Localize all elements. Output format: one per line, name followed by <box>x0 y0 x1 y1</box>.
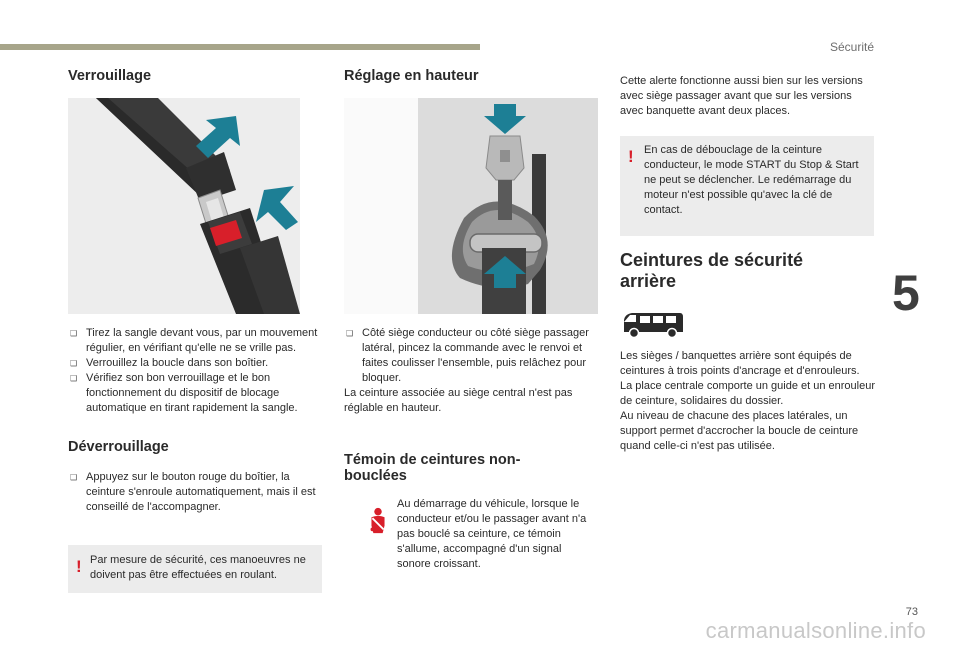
temoin-block <box>344 497 600 587</box>
alert-intro: Cette alerte fonctionne aussi bien sur les versions avec siège passager avant que sur les versions avec banquette avant deux places. <box>620 75 863 117</box>
reglage-steps <box>344 326 600 386</box>
deverrouillage-steps <box>68 470 324 515</box>
van-icon <box>620 310 686 340</box>
chapter-number: 5 <box>892 265 920 321</box>
seatbelt-buckle-icon <box>68 98 300 314</box>
reglage-note: La ceinture associée au siège central n'est pas réglable en hauteur. <box>344 387 573 414</box>
warning-icon: ! <box>76 557 82 576</box>
buckle-figure <box>68 98 300 314</box>
verrouillage-title: Verrouillage <box>68 68 152 84</box>
list-item: ❑ Verrouillez la boucle dans son boîtier. <box>68 356 324 371</box>
column-reglage <box>344 68 600 587</box>
seatbelt-warning-icon <box>364 507 392 535</box>
column-arriere <box>620 74 876 454</box>
watermark: carmanualsonline.info <box>705 618 926 643</box>
temoin-title: Témoin de ceintures non-bouclées <box>344 452 521 484</box>
deverrouillage-title: Déverrouillage <box>68 439 169 455</box>
reglage-title: Réglage en hauteur <box>344 68 479 84</box>
header-bar <box>0 44 480 50</box>
page-number: 73 <box>905 606 918 618</box>
verrouillage-steps <box>68 326 324 416</box>
arriere-text-2: La place centrale comporte un guide et un enrouleur de ceinture, solidaires du dossier. <box>620 380 876 407</box>
column-verrouillage <box>68 68 324 593</box>
safety-warning-text: Par mesure de sécurité, ces manoeuvres ne doivent pas être effectuées en roulant. <box>90 554 306 581</box>
arriere-text-3: Au niveau de chacune des places latérales, un support permet d'accrocher la boucle de ceinture quand celle-ci n'est pas utilisée. <box>620 410 859 452</box>
list-item: ❑ Côté siège conducteur ou côté siège passager latéral, pincez la commande avec le renvoi et faites coulisser l'ensemble, puis relâchez pour bloquer. <box>344 326 600 386</box>
list-item: ❑ Tirez la sangle devant vous, par un mouvement régulier, en vérifiant qu'elle ne se vrille pas. <box>68 326 324 356</box>
safety-warning-box <box>68 545 322 593</box>
section-label: Sécurité <box>829 40 874 54</box>
warning-icon: ! <box>628 147 634 166</box>
seatbelt-height-adjust-icon <box>344 98 598 314</box>
list-item: ❑ Appuyez sur le bouton rouge du boîtier, la ceinture s'enroule automatiquement, mais il est conseillé de l'accompagner. <box>68 470 324 515</box>
arriere-text <box>620 349 876 454</box>
startstop-warning-box <box>620 136 874 236</box>
list-item: ❑ Vérifiez son bon verrouillage et le bon fonctionnement du dispositif de blocage automatique en tirant rapidement la sangle. <box>68 371 324 416</box>
startstop-warning-text: En cas de débouclage de la ceinture conducteur, le mode START du Stop & Start ne peut se déclencher. Le redémarrage du moteur n'est possible qu'avec la clé de contact. <box>644 144 859 216</box>
arriere-text-1: Les sièges / banquettes arrière sont équipés de ceintures à trois points d'ancrage et d'enrouleurs. <box>620 350 860 377</box>
arriere-title: Ceintures de sécurité arrière <box>620 250 804 291</box>
temoin-text: Au démarrage du véhicule, lorsque le conducteur et/ou le passager avant n'a pas bouclé sa ceinture, ce témoin s'allume, accompagné d'un signal sonore croissant. <box>397 498 587 570</box>
height-adjust-figure <box>344 98 598 314</box>
